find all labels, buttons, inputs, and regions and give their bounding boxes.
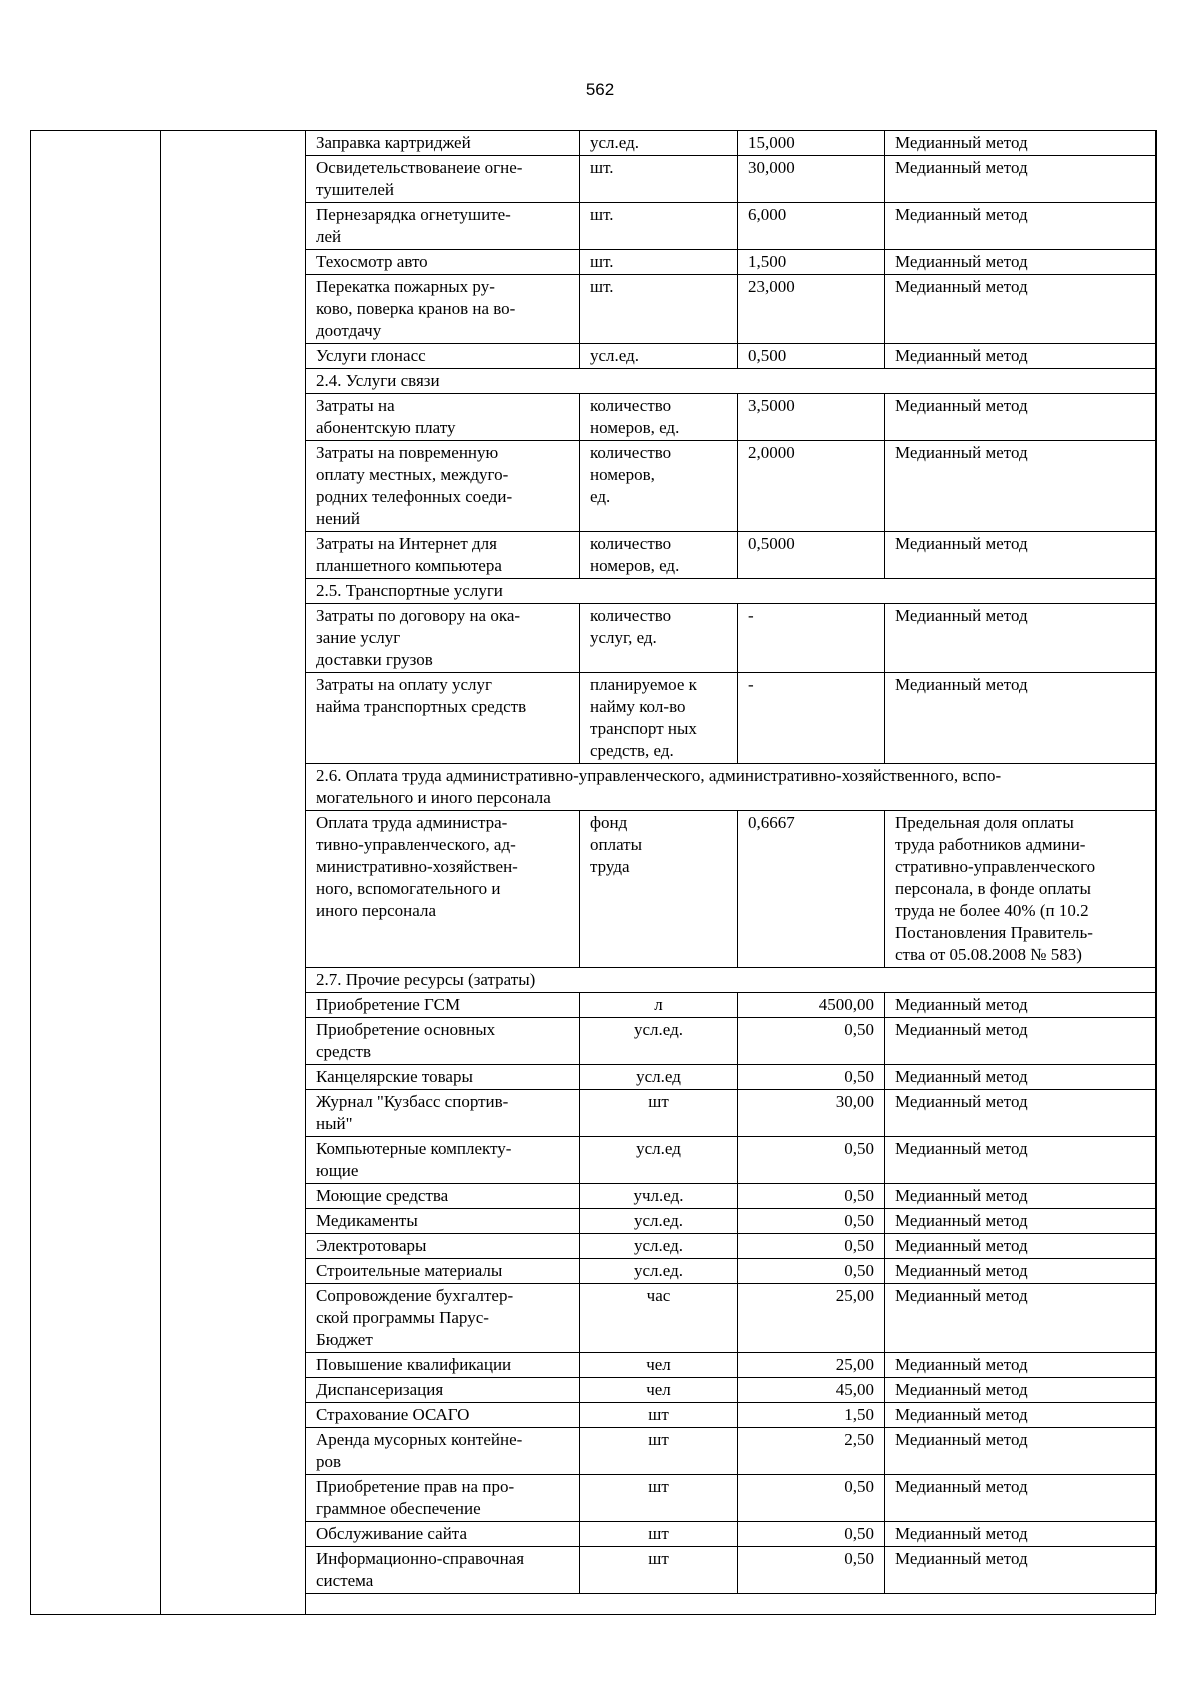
- table-row: [306, 673, 1157, 764]
- value-cell: 1,50: [738, 1403, 885, 1428]
- table-row: [306, 275, 1157, 344]
- value-cell: 25,00: [738, 1353, 885, 1378]
- item-name-cell: Страхование ОСАГО: [306, 1403, 580, 1428]
- item-name-cell: Аренда мусорных контейне- ров: [306, 1428, 580, 1475]
- method-cell: Медианный метод: [885, 1378, 1157, 1403]
- item-name-cell: Приобретение прав на про- граммное обеспечение: [306, 1475, 580, 1522]
- section-title: 2.7. Прочие ресурсы (затраты): [306, 968, 1157, 993]
- item-name-cell: Моющие средства: [306, 1184, 580, 1209]
- unit-cell: чел: [580, 1353, 738, 1378]
- method-cell: Медианный метод: [885, 673, 1157, 764]
- table-row: [306, 1184, 1157, 1209]
- item-name-cell: Компьютерные комплекту- ющие: [306, 1137, 580, 1184]
- value-cell: 2,50: [738, 1428, 885, 1475]
- table-row: [306, 394, 1157, 441]
- item-name-cell: Обслуживание сайта: [306, 1522, 580, 1547]
- method-cell: Медианный метод: [885, 1234, 1157, 1259]
- unit-cell: количество услуг, ед.: [580, 604, 738, 673]
- table-row: [306, 604, 1157, 673]
- unit-cell: шт: [580, 1090, 738, 1137]
- item-name-cell: Затраты на абонентскую плату: [306, 394, 580, 441]
- unit-cell: усл.ед: [580, 1137, 738, 1184]
- unit-cell: шт: [580, 1547, 738, 1594]
- method-cell: Медианный метод: [885, 1184, 1157, 1209]
- value-cell: 15,000: [738, 131, 885, 156]
- value-cell: 0,50: [738, 1475, 885, 1522]
- unit-cell: усл.ед.: [580, 1259, 738, 1284]
- table-row: [306, 1137, 1157, 1184]
- method-cell: Медианный метод: [885, 1353, 1157, 1378]
- value-cell: 23,000: [738, 275, 885, 344]
- item-name-cell: Журнал "Кузбасс спортив- ный": [306, 1090, 580, 1137]
- table-row: [306, 1522, 1157, 1547]
- unit-cell: шт: [580, 1475, 738, 1522]
- resources-table-body: [306, 131, 1157, 1594]
- section-header-row: [306, 369, 1157, 394]
- method-cell: Медианный метод: [885, 604, 1157, 673]
- item-name-cell: Медикаменты: [306, 1209, 580, 1234]
- method-cell: Медианный метод: [885, 1259, 1157, 1284]
- method-cell: Медианный метод: [885, 1403, 1157, 1428]
- method-cell: Медианный метод: [885, 441, 1157, 532]
- table-row: [306, 1209, 1157, 1234]
- value-cell: 0,50: [738, 1209, 885, 1234]
- page-number: 562: [585, 80, 615, 99]
- table-row: [306, 1547, 1157, 1594]
- item-name-cell: Услуги глонасс: [306, 344, 580, 369]
- unit-cell: усл.ед.: [580, 1234, 738, 1259]
- method-cell: Медианный метод: [885, 1018, 1157, 1065]
- value-cell: 0,50: [738, 1137, 885, 1184]
- section-title: 2.6. Оплата труда административно-управленческого, административно-хозяйственного, вспо- могательного и иного персонала: [306, 764, 1157, 811]
- item-name-cell: Повышение квалификации: [306, 1353, 580, 1378]
- table-row: [306, 156, 1157, 203]
- unit-cell: шт.: [580, 156, 738, 203]
- unit-cell: шт.: [580, 250, 738, 275]
- table-row: [306, 1353, 1157, 1378]
- value-cell: 0,50: [738, 1065, 885, 1090]
- value-cell: 0,50: [738, 1547, 885, 1594]
- method-cell: Медианный метод: [885, 344, 1157, 369]
- table-row: [306, 532, 1157, 579]
- method-cell: Медианный метод: [885, 1137, 1157, 1184]
- item-name-cell: Заправка картриджей: [306, 131, 580, 156]
- value-cell: -: [738, 604, 885, 673]
- item-name-cell: Техосмотр авто: [306, 250, 580, 275]
- item-name-cell: Строительные материалы: [306, 1259, 580, 1284]
- unit-cell: усл.ед.: [580, 1018, 738, 1065]
- item-name-cell: Затраты на оплату услуг найма транспортных средств: [306, 673, 580, 764]
- table-row: [306, 811, 1157, 968]
- unit-cell: л: [580, 993, 738, 1018]
- unit-cell: количество номеров, ед.: [580, 394, 738, 441]
- value-cell: 4500,00: [738, 993, 885, 1018]
- item-name-cell: Освидетельствованеие огне- тушителей: [306, 156, 580, 203]
- unit-cell: шт.: [580, 275, 738, 344]
- value-cell: 0,5000: [738, 532, 885, 579]
- table-row: [306, 993, 1157, 1018]
- value-cell: 0,6667: [738, 811, 885, 968]
- resources-table: [305, 130, 1157, 1594]
- unit-cell: количество номеров, ед.: [580, 441, 738, 532]
- value-cell: 30,00: [738, 1090, 885, 1137]
- table-row: [306, 344, 1157, 369]
- method-cell: Медианный метод: [885, 1547, 1157, 1594]
- item-name-cell: Пернезарядка огнетушите- лей: [306, 203, 580, 250]
- method-cell: Медианный метод: [885, 993, 1157, 1018]
- unit-cell: шт: [580, 1522, 738, 1547]
- value-cell: 0,50: [738, 1018, 885, 1065]
- method-cell: Медианный метод: [885, 394, 1157, 441]
- table-row: [306, 1090, 1157, 1137]
- item-name-cell: Приобретение ГСМ: [306, 993, 580, 1018]
- method-cell: Медианный метод: [885, 156, 1157, 203]
- item-name-cell: Оплата труда администра- тивно-управленческого, ад- министративно-хозяйствен- ного, вспомогательного и иного персонала: [306, 811, 580, 968]
- table-row: [306, 250, 1157, 275]
- table-row: [306, 1018, 1157, 1065]
- unit-cell: усл.ед: [580, 1065, 738, 1090]
- item-name-cell: Канцелярские товары: [306, 1065, 580, 1090]
- item-name-cell: Затраты по договору на ока- зание услуг доставки грузов: [306, 604, 580, 673]
- value-cell: 0,50: [738, 1522, 885, 1547]
- unit-cell: количество номеров, ед.: [580, 532, 738, 579]
- value-cell: 25,00: [738, 1284, 885, 1353]
- column-divider-1: [160, 130, 161, 1615]
- unit-cell: чел: [580, 1378, 738, 1403]
- method-cell: Медианный метод: [885, 1065, 1157, 1090]
- table-row: [306, 1065, 1157, 1090]
- item-name-cell: Сопровождение бухгалтер- ской программы Парус- Бюджет: [306, 1284, 580, 1353]
- table-row: [306, 441, 1157, 532]
- value-cell: 0,50: [738, 1184, 885, 1209]
- table-row: [306, 1428, 1157, 1475]
- section-title: 2.4. Услуги связи: [306, 369, 1157, 394]
- value-cell: 1,500: [738, 250, 885, 275]
- method-cell: Медианный метод: [885, 250, 1157, 275]
- value-cell: 0,500: [738, 344, 885, 369]
- value-cell: 0,50: [738, 1234, 885, 1259]
- unit-cell: усл.ед.: [580, 344, 738, 369]
- item-name-cell: Электротовары: [306, 1234, 580, 1259]
- item-name-cell: Затраты на повременную оплату местных, междуго- родних телефонных соеди- нений: [306, 441, 580, 532]
- unit-cell: усл.ед.: [580, 1209, 738, 1234]
- method-cell: Медианный метод: [885, 1475, 1157, 1522]
- table-row: [306, 1284, 1157, 1353]
- value-cell: 6,000: [738, 203, 885, 250]
- unit-cell: планируемое к найму кол-во транспорт ных средств, ед.: [580, 673, 738, 764]
- table-row: [306, 131, 1157, 156]
- unit-cell: учл.ед.: [580, 1184, 738, 1209]
- method-cell: Медианный метод: [885, 532, 1157, 579]
- item-name-cell: Диспансеризация: [306, 1378, 580, 1403]
- unit-cell: шт: [580, 1403, 738, 1428]
- unit-cell: шт.: [580, 203, 738, 250]
- section-header-row: [306, 968, 1157, 993]
- value-cell: 45,00: [738, 1378, 885, 1403]
- unit-cell: усл.ед.: [580, 131, 738, 156]
- method-cell: Предельная доля оплаты труда работников админи- стративно-управленческого персонала, в фонде оплаты труда не более 40% (п 10.2 Постановления Правитель- ства от 05.08.2008 № 583): [885, 811, 1157, 968]
- method-cell: Медианный метод: [885, 1428, 1157, 1475]
- item-name-cell: Информационно-справочная система: [306, 1547, 580, 1594]
- method-cell: Медианный метод: [885, 1209, 1157, 1234]
- table-row: [306, 1475, 1157, 1522]
- method-cell: Медианный метод: [885, 1284, 1157, 1353]
- value-cell: -: [738, 673, 885, 764]
- unit-cell: шт: [580, 1428, 738, 1475]
- unit-cell: фонд оплаты труда: [580, 811, 738, 968]
- value-cell: 3,5000: [738, 394, 885, 441]
- section-header-row: [306, 579, 1157, 604]
- section-header-row: [306, 764, 1157, 811]
- method-cell: Медианный метод: [885, 203, 1157, 250]
- table-row: [306, 1403, 1157, 1428]
- table-row: [306, 1378, 1157, 1403]
- item-name-cell: Приобретение основных средств: [306, 1018, 580, 1065]
- item-name-cell: Затраты на Интернет для планшетного компьютера: [306, 532, 580, 579]
- method-cell: Медианный метод: [885, 1090, 1157, 1137]
- method-cell: Медианный метод: [885, 131, 1157, 156]
- table-row: [306, 203, 1157, 250]
- value-cell: 0,50: [738, 1259, 885, 1284]
- value-cell: 30,000: [738, 156, 885, 203]
- value-cell: 2,0000: [738, 441, 885, 532]
- unit-cell: час: [580, 1284, 738, 1353]
- method-cell: Медианный метод: [885, 1522, 1157, 1547]
- method-cell: Медианный метод: [885, 275, 1157, 344]
- table-row: [306, 1259, 1157, 1284]
- section-title: 2.5. Транспортные услуги: [306, 579, 1157, 604]
- item-name-cell: Перекатка пожарных ру- ково, поверка кранов на во- доотдачу: [306, 275, 580, 344]
- table-row: [306, 1234, 1157, 1259]
